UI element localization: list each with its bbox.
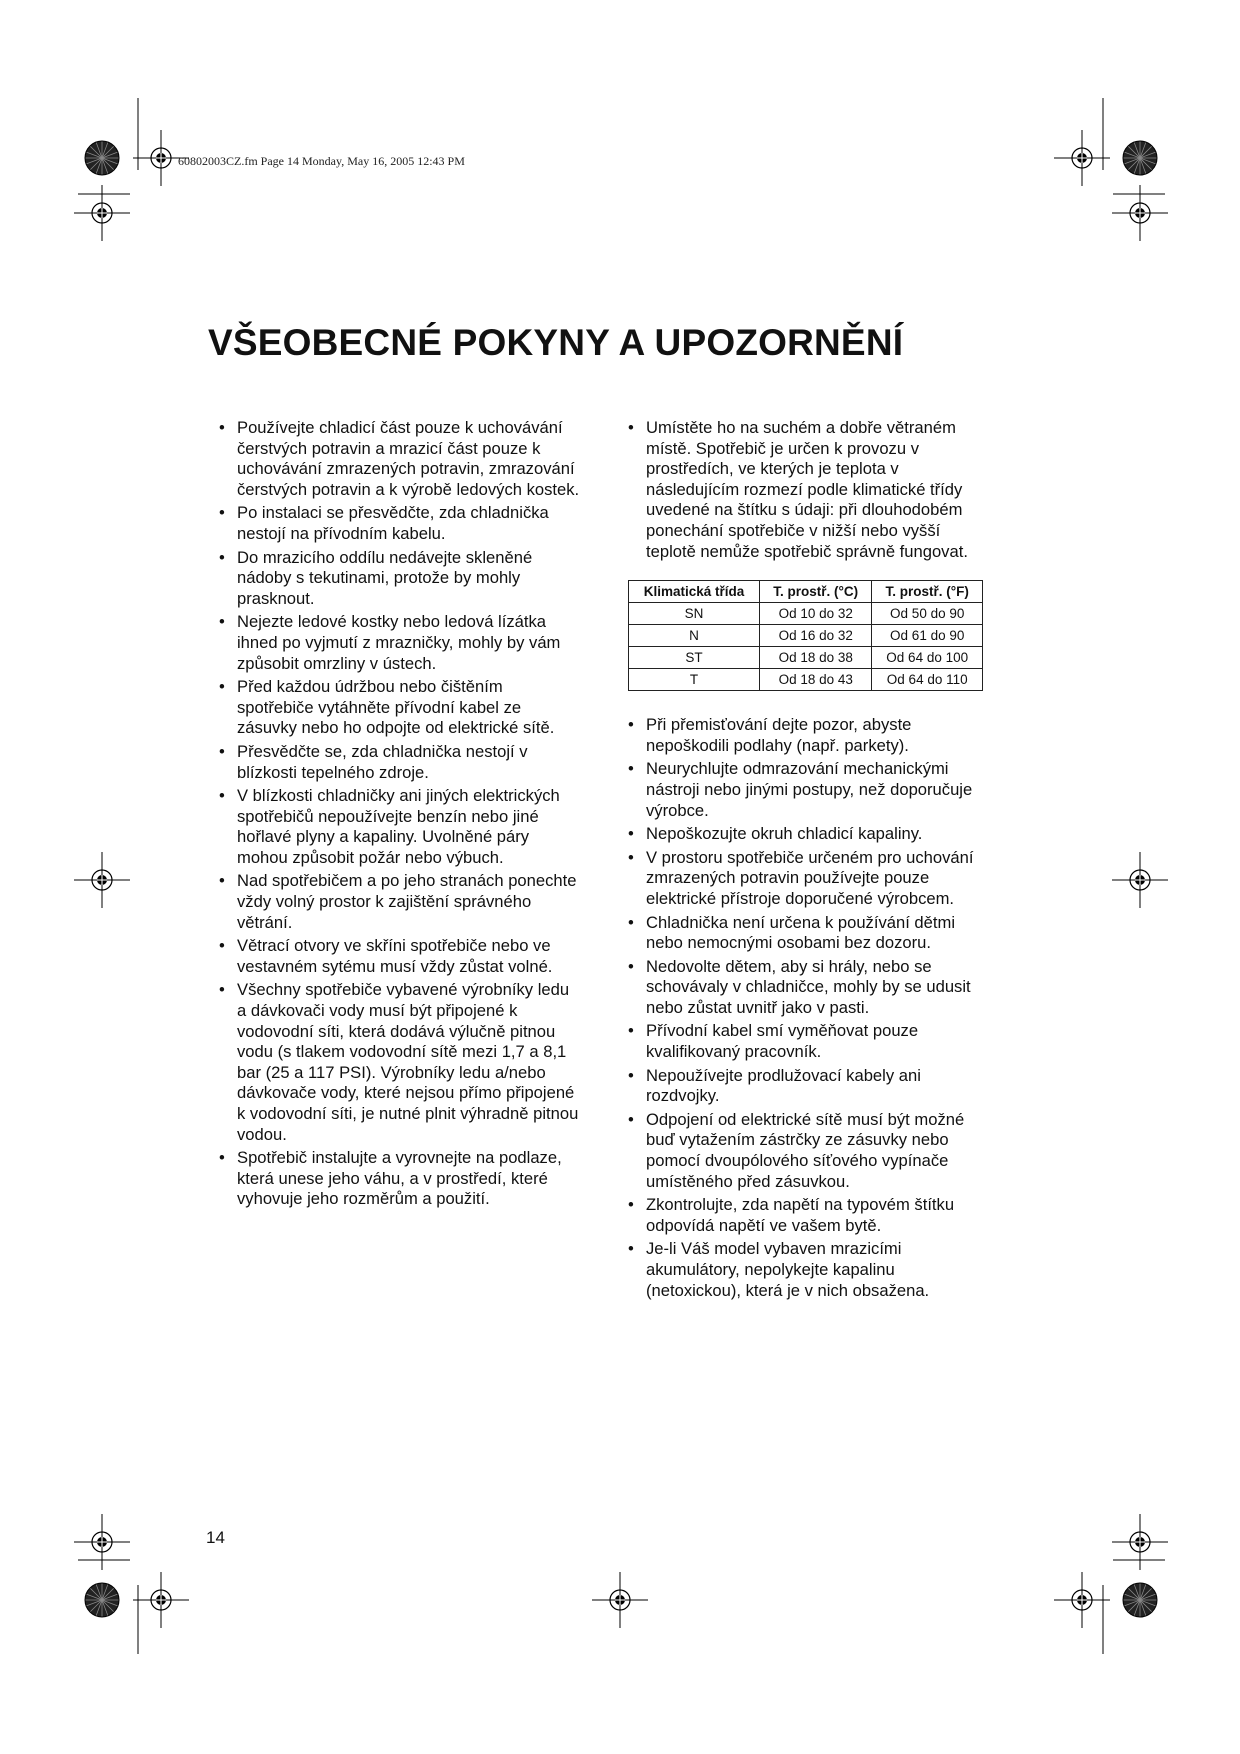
list-item-text: Nad spotřebičem a po jeho stranách ponechte vždy volný prostor k zajištění správného větrání. (237, 871, 577, 932)
right-bullet-list-bottom (628, 715, 990, 1301)
bullet-icon: • (628, 418, 634, 437)
file-info-header: 60802003CZ.fm Page 14 Monday, May 16, 2005 12:43 PM (178, 154, 465, 168)
bullet-icon: • (628, 956, 634, 976)
list-item (219, 936, 581, 977)
table-cell: Od 64 do 100 (872, 647, 983, 669)
list-item (628, 1021, 990, 1062)
list-item-text: Po instalaci se přesvědčte, zda chladnička nestojí na přívodním kabelu. (237, 503, 549, 543)
bullet-icon: • (219, 980, 225, 1000)
bullet-icon: • (219, 741, 225, 761)
table-cell: Od 61 do 90 (872, 625, 983, 647)
list-item (219, 1148, 581, 1210)
list-item (628, 848, 990, 910)
right-bullet-list-top (628, 418, 990, 562)
left-column (219, 418, 581, 1213)
list-item (628, 824, 990, 845)
list-item (219, 548, 581, 610)
list-item-text: Větrací otvory ve skříni spotřebiče nebo ve vestavném sytému musí vždy zůstat volné. (237, 936, 553, 976)
list-item-text: Při přemisťování dejte pozor, abyste nepoškodili podlahy (např. parkety). (646, 715, 912, 755)
list-item (219, 418, 581, 500)
list-item (219, 612, 581, 674)
bullet-icon: • (219, 677, 225, 697)
list-item (219, 980, 581, 1145)
list-item-text: V prostoru spotřebiče určeném pro uchování zmrazených potravin používejte pouze elektrické přístroje doporučené výrobcem. (646, 847, 974, 908)
table-cell: N (629, 625, 760, 647)
table-cell: SN (629, 603, 760, 625)
bullet-icon: • (628, 1021, 634, 1041)
table-row (629, 647, 983, 669)
climate-class-table (628, 580, 983, 691)
bullet-icon: • (628, 824, 634, 844)
list-item-text: Chladnička není určena k používání dětmi nebo nemocnými osobami bez dozoru. (646, 912, 956, 953)
list-item-text: Do mrazicího oddílu nedávejte skleněné nádoby s tekutinami, protože by mohly prasknout. (237, 547, 533, 608)
list-item-text: V blízkosti chladničky ani jiných elektrických spotřebičů nepoužívejte benzín nebo jiné hořlavé plyny a kapaliny. Uvolněné páry mohou způsobit požár nebo výbuch. (237, 786, 560, 867)
table-cell: Od 16 do 32 (760, 625, 872, 647)
bullet-icon: • (628, 1195, 634, 1215)
page-title: VŠEOBECNÉ POKYNY A UPOZORNĚNÍ (208, 322, 904, 363)
bullet-icon: • (219, 936, 225, 956)
bullet-icon: • (628, 715, 634, 735)
bullet-icon: • (628, 847, 634, 867)
list-item-text: Nepoškozujte okruh chladicí kapaliny. (646, 824, 923, 844)
table-row (629, 669, 983, 691)
table-cell: Od 50 do 90 (872, 603, 983, 625)
bullet-icon: • (628, 912, 634, 932)
list-item-text: Zkontrolujte, zda napětí na typovém štítku odpovídá napětí ve vašem bytě. (646, 1195, 955, 1235)
table-cell: Od 64 do 110 (872, 669, 983, 691)
list-item (628, 913, 990, 954)
list-item (628, 1066, 990, 1107)
bullet-icon: • (219, 547, 225, 567)
list-item-text: Je-li Váš model vybaven mrazicími akumulátory, nepolykejte kapalinu (netoxickou), která je v nich obsažena. (646, 1239, 930, 1300)
list-item (628, 418, 990, 562)
list-item-text: Přesvědčte se, zda chladnička nestojí v blízkosti tepelného zdroje. (237, 741, 528, 782)
bullet-icon: • (628, 1109, 634, 1129)
list-item (219, 871, 581, 933)
table-cell: Od 10 do 32 (760, 603, 872, 625)
table-header-row (629, 581, 983, 603)
list-item (628, 1195, 990, 1236)
bullet-icon: • (628, 1065, 634, 1085)
list-item (628, 957, 990, 1019)
list-item (219, 742, 581, 783)
table-cell: ST (629, 647, 760, 669)
list-item (219, 677, 581, 739)
bullet-icon: • (219, 418, 225, 437)
table-row (629, 625, 983, 647)
bullet-icon: • (628, 1239, 634, 1259)
list-item (628, 715, 990, 756)
left-bullet-list (219, 418, 581, 1210)
list-item-text: Neurychlujte odmrazování mechanickými nástroji nebo jinými postupy, než doporučuje výrobce. (646, 759, 973, 820)
list-item-text: Umístěte ho na suchém a dobře větraném místě. Spotřebič je určen k provozu v prostředích, ve kterých je teplota v následujícím rozmezí podle klimatické třídy uvedené na štítku s údaji: při dlouhodobém ponechání spotřebiče v nižší nebo vyšší teplotě nemůže spotřebič správně fungovat. (646, 418, 968, 561)
list-item (628, 1110, 990, 1192)
list-item-text: Nejezte ledové kostky nebo ledová lízátka ihned po vyjmutí z mrazničky, mohly by vám způsobit omrzliny v ústech. (237, 612, 561, 673)
column-header: Klimatická třída (629, 581, 760, 603)
right-column (628, 418, 990, 1304)
bullet-icon: • (219, 503, 225, 523)
bullet-icon: • (219, 1148, 225, 1168)
table-cell: Od 18 do 43 (760, 669, 872, 691)
list-item-text: Přívodní kabel smí vyměňovat pouze kvalifikovaný pracovník. (646, 1021, 919, 1062)
list-item-text: Nepoužívejte prodlužovací kabely ani rozdvojky. (646, 1065, 921, 1106)
column-header: T. prostř. (°C) (760, 581, 872, 603)
bullet-icon: • (628, 759, 634, 779)
column-header: T. prostř. (°F) (872, 581, 983, 603)
list-item-text: Všechny spotřebiče vybavené výrobníky ledu a dávkovači vody musí být připojené k vodovodní síti, která dodává výlučně pitnou vodu (s tlakem vodovodní sítě mezi 1,7 a 8,1 bar (25 a 117 PSI). Výrobníky ledu a/nebo dávkovače vody, které nejsou přímo připojené k vodovodní síti, je nutné plnit výhradně pitnou vodou. (237, 980, 579, 1144)
list-item-text: Spotřebič instalujte a vyrovnejte na podlaze, která unese jeho váhu, a v prostředí, které vyhovuje jeho rozměrům a použití. (237, 1148, 562, 1209)
list-item-text: Před každou údržbou nebo čištěním spotřebiče vytáhněte přívodní kabel ze zásuvky nebo ho odpojte od elektrické sítě. (237, 677, 555, 738)
table-cell: Od 18 do 38 (760, 647, 872, 669)
bullet-icon: • (219, 786, 225, 806)
list-item (219, 503, 581, 544)
page-number: 14 (206, 1528, 225, 1547)
list-item (628, 1239, 990, 1301)
table-row (629, 603, 983, 625)
list-item (219, 786, 581, 868)
list-item-text: Používejte chladicí část pouze k uchovávání čerstvých potravin a mrazicí část pouze k uchovávání zmrazených potravin, zmrazování čerstvých potravin a k výrobě ledových kostek. (237, 418, 580, 499)
bullet-icon: • (219, 612, 225, 632)
list-item-text: Nedovolte dětem, aby si hrály, nebo se schovávaly v chladničce, mohly by se udusit nebo zůstat uvnitř jako v pasti. (646, 956, 971, 1017)
bullet-icon: • (219, 871, 225, 891)
list-item (628, 759, 990, 821)
table-cell: T (629, 669, 760, 691)
list-item-text: Odpojení od elektrické sítě musí být možné buď vytažením zástrčky ze zásuvky nebo pomocí dvoupólového síťového vypínače umístěného před zásuvkou. (646, 1109, 965, 1191)
